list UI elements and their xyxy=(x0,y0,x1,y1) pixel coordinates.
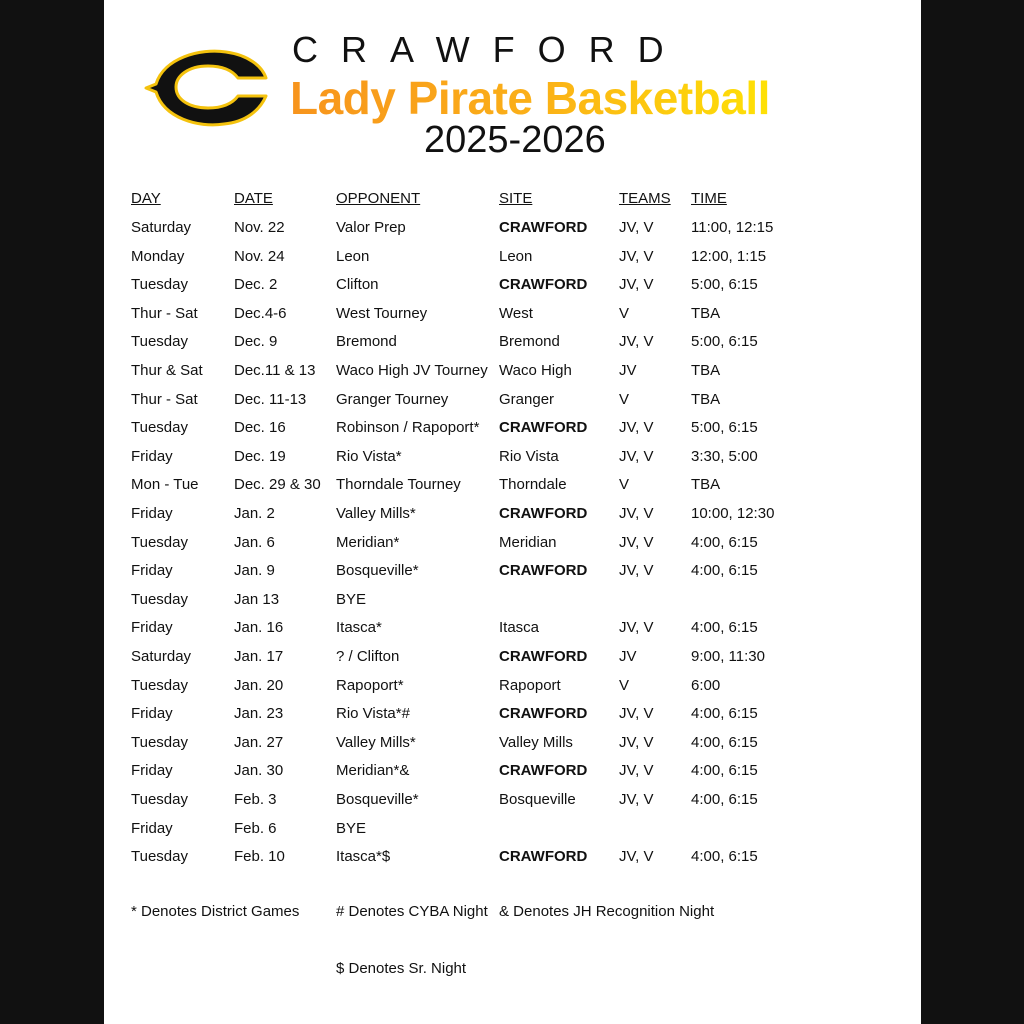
game-teams: JV, V xyxy=(619,762,654,779)
game-opponent: BYE xyxy=(336,591,367,608)
game-date: Jan. 16 xyxy=(234,619,284,636)
game-date: Jan. 2 xyxy=(234,505,275,522)
game-time: 4:00, 6:15 xyxy=(691,734,758,751)
game-site: Valley Mills xyxy=(499,734,573,751)
game-day: Tuesday xyxy=(131,791,188,808)
schedule-title: Lady Pirate Basketball xyxy=(290,70,850,126)
game-teams: JV, V xyxy=(619,333,654,350)
game-time: 4:00, 6:15 xyxy=(691,562,758,579)
game-opponent: Clifton xyxy=(336,276,379,293)
game-day: Friday xyxy=(131,762,173,779)
game-opponent: Itasca*$ xyxy=(336,848,391,865)
game-opponent: Meridian*& xyxy=(336,762,410,779)
game-opponent: ? / Clifton xyxy=(336,648,400,665)
game-opponent: Itasca* xyxy=(336,619,382,636)
schedule-page xyxy=(104,0,921,1024)
game-site: CRAWFORD xyxy=(499,276,588,293)
game-opponent: Robinson / Rapoport* xyxy=(336,419,480,436)
column-header-time: TIME xyxy=(691,190,727,207)
game-site: Itasca xyxy=(499,619,540,636)
game-time: 6:00 xyxy=(691,677,721,694)
game-teams: JV, V xyxy=(619,791,654,808)
game-day: Saturday xyxy=(131,648,192,665)
game-day: Friday xyxy=(131,619,173,636)
game-teams: JV, V xyxy=(619,505,654,522)
game-time: TBA xyxy=(691,305,721,322)
game-opponent: Rio Vista*# xyxy=(336,705,410,722)
game-date: Dec. 2 xyxy=(234,276,278,293)
game-teams: V xyxy=(619,391,630,408)
game-teams: JV, V xyxy=(619,562,654,579)
game-time: 5:00, 6:15 xyxy=(691,333,758,350)
game-day: Tuesday xyxy=(131,333,188,350)
game-teams: JV xyxy=(619,648,637,665)
game-date: Dec. 19 xyxy=(234,448,286,465)
game-time: 4:00, 6:15 xyxy=(691,791,758,808)
game-day: Friday xyxy=(131,705,173,722)
game-time: 4:00, 6:15 xyxy=(691,534,758,551)
game-date: Feb. 10 xyxy=(234,848,285,865)
game-opponent: Granger Tourney xyxy=(336,391,449,408)
game-site: CRAWFORD xyxy=(499,419,588,436)
game-teams: V xyxy=(619,305,630,322)
game-day: Monday xyxy=(131,248,185,265)
game-site: CRAWFORD xyxy=(499,505,588,522)
game-day: Tuesday xyxy=(131,591,188,608)
game-teams: JV, V xyxy=(619,419,654,436)
legend-senior: $ Denotes Sr. Night xyxy=(336,960,467,977)
game-date: Dec.11 & 13 xyxy=(234,362,316,379)
game-date: Dec.4-6 xyxy=(234,305,287,322)
game-site: CRAWFORD xyxy=(499,762,588,779)
game-date: Jan. 17 xyxy=(234,648,284,665)
game-time: 11:00, 12:15 xyxy=(691,219,774,236)
legend-jh: & Denotes JH Recognition Night xyxy=(499,903,715,920)
game-day: Tuesday xyxy=(131,276,188,293)
game-teams: JV, V xyxy=(619,219,654,236)
column-header-opponent: OPPONENT xyxy=(336,190,421,207)
season-label: 2025-2026 xyxy=(424,119,606,161)
game-date: Nov. 24 xyxy=(234,248,285,265)
game-date: Jan. 30 xyxy=(234,762,284,779)
game-opponent: Bremond xyxy=(336,333,397,350)
game-day: Friday xyxy=(131,562,173,579)
game-teams: JV, V xyxy=(619,448,654,465)
game-time: TBA xyxy=(691,362,721,379)
game-site: Meridian xyxy=(499,534,557,551)
game-site: Rio Vista xyxy=(499,448,559,465)
game-time: 4:00, 6:15 xyxy=(691,848,758,865)
game-day: Tuesday xyxy=(131,848,188,865)
game-teams: V xyxy=(619,677,630,694)
game-opponent: Valley Mills* xyxy=(336,734,416,751)
game-site: Bosqueville xyxy=(499,791,576,808)
game-time: 5:00, 6:15 xyxy=(691,419,758,436)
game-day: Thur - Sat xyxy=(131,305,198,322)
game-time: 4:00, 6:15 xyxy=(691,762,758,779)
game-date: Dec. 11-13 xyxy=(234,391,307,408)
game-date: Jan 13 xyxy=(234,591,280,608)
game-time: 12:00, 1:15 xyxy=(691,248,767,265)
game-teams: JV, V xyxy=(619,705,654,722)
game-day: Friday xyxy=(131,448,173,465)
game-date: Nov. 22 xyxy=(234,219,285,236)
game-teams: JV, V xyxy=(619,534,654,551)
game-opponent: Valley Mills* xyxy=(336,505,416,522)
game-day: Mon - Tue xyxy=(131,476,199,493)
game-site: Waco High xyxy=(499,362,572,379)
game-opponent: West Tourney xyxy=(336,305,428,322)
game-date: Jan. 23 xyxy=(234,705,284,722)
game-time: 10:00, 12:30 xyxy=(691,505,775,522)
game-time: 4:00, 6:15 xyxy=(691,619,758,636)
game-opponent: Bosqueville* xyxy=(336,562,419,579)
crawford-c-logo-icon xyxy=(142,44,268,130)
game-time: 5:00, 6:15 xyxy=(691,276,758,293)
game-site: Leon xyxy=(499,248,533,265)
game-date: Jan. 27 xyxy=(234,734,284,751)
game-time: 3:30, 5:00 xyxy=(691,448,758,465)
game-site: CRAWFORD xyxy=(499,219,588,236)
game-site: Rapoport xyxy=(499,677,561,694)
game-opponent: BYE xyxy=(336,820,367,837)
game-site: West xyxy=(499,305,533,322)
game-time: 9:00, 11:30 xyxy=(691,648,765,665)
game-date: Dec. 16 xyxy=(234,419,286,436)
game-opponent: Bosqueville* xyxy=(336,791,419,808)
game-time: TBA xyxy=(691,476,721,493)
game-site: CRAWFORD xyxy=(499,848,588,865)
game-teams: JV xyxy=(619,362,637,379)
column-header-teams: TEAMS xyxy=(619,190,671,207)
game-date: Jan. 9 xyxy=(234,562,275,579)
game-day: Tuesday xyxy=(131,534,188,551)
game-date: Dec. 9 xyxy=(234,333,278,350)
game-opponent: Thorndale Tourney xyxy=(336,476,461,493)
game-site: CRAWFORD xyxy=(499,648,588,665)
game-day: Thur - Sat xyxy=(131,391,198,408)
game-site: Bremond xyxy=(499,333,560,350)
game-time: 4:00, 6:15 xyxy=(691,705,758,722)
game-date: Feb. 6 xyxy=(234,820,277,837)
game-date: Dec. 29 & 30 xyxy=(234,476,321,493)
game-site: CRAWFORD xyxy=(499,705,588,722)
game-day: Saturday xyxy=(131,219,192,236)
game-date: Jan. 20 xyxy=(234,677,284,694)
game-opponent: Leon xyxy=(336,248,370,265)
game-opponent: Rapoport* xyxy=(336,677,404,694)
game-date: Jan. 6 xyxy=(234,534,275,551)
column-header-site: SITE xyxy=(499,190,533,207)
game-site: Thorndale xyxy=(499,476,567,493)
game-teams: JV, V xyxy=(619,276,654,293)
game-day: Tuesday xyxy=(131,677,188,694)
legend-district: * Denotes District Games xyxy=(131,903,300,920)
game-teams: JV, V xyxy=(619,734,654,751)
school-name: CRAWFORD xyxy=(292,29,687,70)
game-teams: JV, V xyxy=(619,248,654,265)
game-opponent: Meridian* xyxy=(336,534,400,551)
game-opponent: Waco High JV Tourney xyxy=(336,362,488,379)
game-teams: JV, V xyxy=(619,619,654,636)
legend-cyba: # Denotes CYBA Night xyxy=(336,903,488,920)
column-header-date: DATE xyxy=(234,190,273,207)
game-day: Thur & Sat xyxy=(131,362,203,379)
game-opponent: Valor Prep xyxy=(336,219,406,236)
game-site: CRAWFORD xyxy=(499,562,588,579)
game-teams: V xyxy=(619,476,630,493)
game-day: Friday xyxy=(131,820,173,837)
column-header-day: DAY xyxy=(131,190,161,207)
game-teams: JV, V xyxy=(619,848,654,865)
game-date: Feb. 3 xyxy=(234,791,277,808)
game-opponent: Rio Vista* xyxy=(336,448,402,465)
game-day: Tuesday xyxy=(131,734,188,751)
game-site: Granger xyxy=(499,391,555,408)
game-time: TBA xyxy=(691,391,721,408)
game-day: Friday xyxy=(131,505,173,522)
game-day: Tuesday xyxy=(131,419,188,436)
